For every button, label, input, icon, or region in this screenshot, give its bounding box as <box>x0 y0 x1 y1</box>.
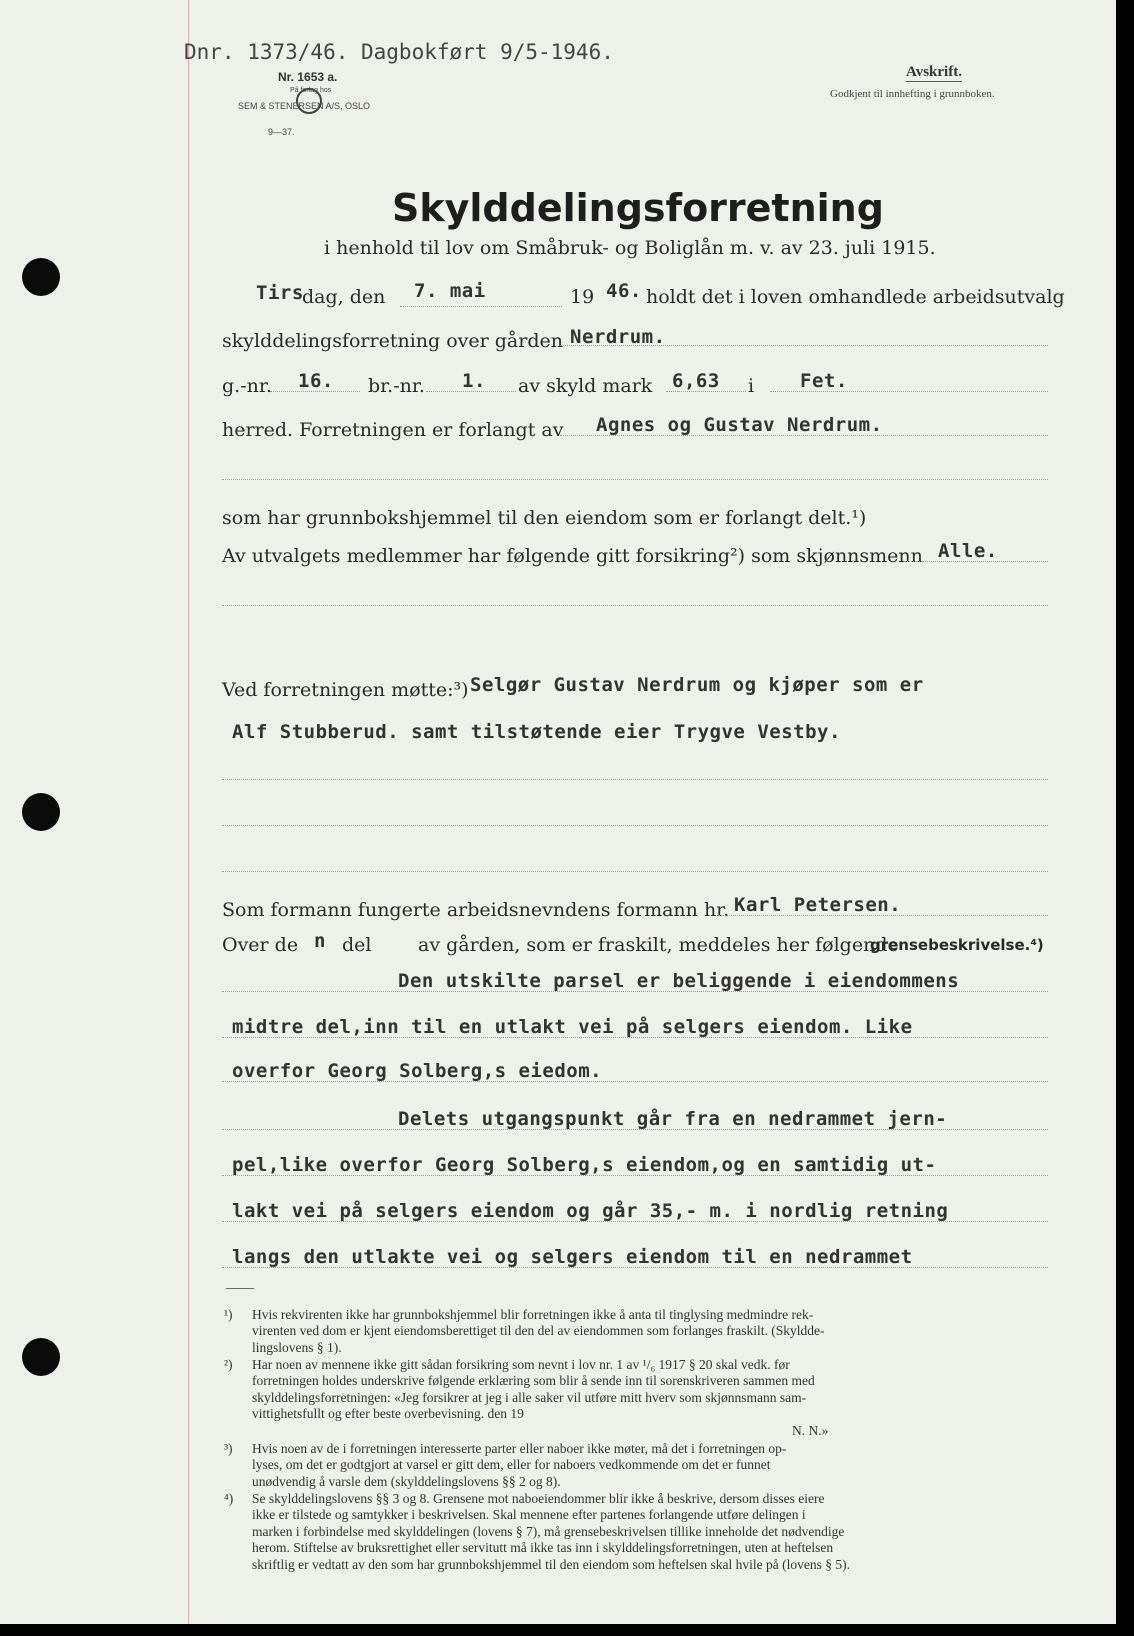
document-subtitle: i henhold til lov om Småbruk- og Boliglån m. v. av 23. juli 1915. <box>324 237 936 259</box>
grense-text: av gården, som er fraskilt, meddeles her følgende <box>418 934 899 956</box>
brnr-label: br.-nr. <box>368 375 425 397</box>
footnote-3: ³) Hvis noen av de i forretningen interesserte parter eller naboer ikke møter, må det i forretningen op- lyses, om det er godtgjort at varsel er gitt dem, eller for naboers vedkommende om det er funnet unødvendig å varsle dem (skylddelingslovens §§ 2 og 8). <box>224 1441 787 1489</box>
footnote-1: ¹) Hvis rekvirenten ikke har grunnbokshjemmel blir forretningen ikke å anta til tinglysing medmindre rek- virenten ved dom er kjent eiendomsberettiget til den del av eiendommen som forlanges fraskilt. (Skyldde- lingslovens § 1). <box>224 1307 825 1355</box>
forsikring-fill: Alle. <box>938 540 998 562</box>
held-text: holdt det i loven omhandlede arbeidsutvalg <box>646 286 1065 308</box>
attendees-label: Ved forretningen møtte:³) <box>222 679 469 701</box>
herred-fill: Fet. <box>800 370 848 392</box>
skyld-fill: 6,63 <box>672 370 720 392</box>
print-date: 9—37. <box>268 127 295 137</box>
date-fill: 7. mai <box>414 280 486 302</box>
brnr-fill: 1. <box>462 370 486 392</box>
weekday-fill: Tirs <box>256 282 304 304</box>
farm-label: skylddelingsforretning over gården <box>222 330 563 352</box>
body-line-6: lakt vei på selgers eiendom og går 35,- m. i nordlig retning <box>232 1200 949 1222</box>
punch-hole-bottom <box>22 1338 60 1376</box>
over-fill: n <box>314 930 326 952</box>
avskrift-label: Avskrift. <box>906 64 962 80</box>
punch-hole-top <box>22 258 60 296</box>
del-label: del <box>342 934 372 956</box>
forsikring-text: Av utvalgets medlemmer har følgende gitt forsikring²) som skjønnsmenn <box>222 545 923 567</box>
body-line-7: langs den utlakte vei og selgers eiendom til en nedrammet <box>232 1246 913 1268</box>
day-label: dag, den <box>302 286 386 308</box>
diary-number: Dnr. 1373/46. Dagbokført 9/5-1946. <box>184 40 614 64</box>
body-line-2: midtre del,inn til en utlakt vei på selgers eiendom. Like <box>232 1016 913 1038</box>
chairman-label: Som formann fungerte arbeidsnevndens formann hr. <box>222 899 730 921</box>
punch-hole-middle <box>22 793 60 831</box>
farm-fill: Nerdrum. <box>570 326 666 348</box>
publisher-line-1: På forlag hos <box>290 87 332 94</box>
grense-bold: grensebeskrivelse.⁴) <box>870 936 1044 954</box>
attendees-fill-1: Selgør Gustav Nerdrum og kjøper som er <box>470 674 924 696</box>
publisher-line-2: SEM & STENERSEN A/S, OSLO <box>238 101 371 111</box>
godkjent-note: Godkjent til innhefting i grunnboken. <box>830 88 995 100</box>
body-line-1: Den utskilte parsel er beliggende i eiendommens <box>398 970 960 992</box>
chairman-fill: Karl Petersen. <box>734 894 902 916</box>
footnote-2: ²) Har noen av mennene ikke gitt sådan forsikring som nevnt i lov nr. 1 av ¹/₆ 1917 § 20 skal vedk. før forretningen holdes underskrive følgende erklæring som blir å sende inn til sorenskriveren sammen med skylddelingsforretningen: «Jeg forsikrer at jeg i alle saker vil utføre mitt hverv som skjønnsmann sam- vittighetsfullt og efter beste overbevisning. den 19 N. N.» <box>224 1357 829 1438</box>
gnr-fill: 16. <box>298 370 334 392</box>
year-prefix: 19 <box>570 286 595 308</box>
requested-by-fill: Agnes og Gustav Nerdrum. <box>596 414 883 436</box>
gnr-label: g.-nr. <box>222 375 272 397</box>
i-label: i <box>748 375 755 397</box>
hjemmel-text: som har grunnbokshjemmel til den eiendom som er forlangt delt.¹) <box>222 507 867 529</box>
body-line-5: pel,like overfor Georg Solberg,s eiendom,og en samtidig ut- <box>232 1154 937 1176</box>
document-title: Skylddelingsforretning <box>392 186 884 230</box>
over-label: Over de <box>222 934 299 956</box>
body-line-3: overfor Georg Solberg,s eiedom. <box>232 1060 603 1082</box>
skyld-label: av skyld mark <box>518 375 653 397</box>
margin-line <box>188 0 189 1624</box>
attendees-fill-2: Alf Stubberud. samt tilstøtende eier Trygve Vestby. <box>232 721 841 743</box>
herred-label: herred. Forretningen er forlangt av <box>222 419 564 441</box>
year-fill: 46. <box>606 280 642 302</box>
body-line-4: Delets utgangspunkt går fra en nedrammet jern- <box>398 1108 948 1130</box>
footnote-4: ⁴) Se skylddelingslovens §§ 3 og 8. Grensene mot naboeiendommer blir ikke å beskrive, dersom disses eiere ikke er tilstede og samtykker i beskrivelsen. Skal mennene efter partenes forlangende utføre delingen i marken i forbindelse med skylddelingen (lovens § 7), må grensebeskrivelsen tillike inneholde det nødvendige herom. Stiftelse av bruksrettighet eller servitutt må ikke tas inn i skylddelingsforretningen, uten at heftelsen skriftlig er vedtatt av den som har grunnbokshjemmel til den eiendom som heftelsen skal hvile på (lovens § 5). <box>224 1491 850 1572</box>
form-number: Nr. 1653 a. <box>278 70 338 84</box>
